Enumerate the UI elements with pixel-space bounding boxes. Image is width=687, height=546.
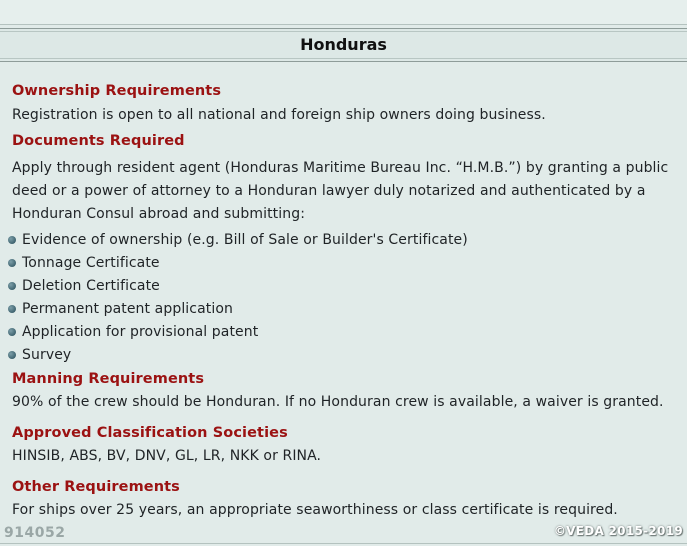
list-item-label: Survey (22, 347, 72, 363)
list-item (12, 252, 677, 275)
other-text: For ships over 25 years, an appropriate seaworthiness or class certificate is required. (12, 502, 618, 518)
ownership-heading: Ownership Requirements (12, 83, 222, 99)
documents-list (12, 229, 677, 367)
page-header (0, 28, 687, 62)
list-item (12, 321, 677, 344)
list-item-label: Application for provisional patent (22, 324, 259, 340)
list-item-label: Deletion Certificate (22, 278, 160, 294)
list-item-label: Tonnage Certificate (22, 255, 160, 271)
manning-heading: Manning Requirements (12, 371, 205, 387)
copyright-notice: ©VEDA 2015-2019 (553, 524, 683, 538)
record-id: 914052 (4, 525, 66, 541)
page-title: Honduras (0, 31, 687, 59)
bullet-dot-icon (8, 259, 16, 267)
documents-section (12, 129, 677, 367)
bottom-divider (0, 543, 687, 544)
bullet-dot-icon (8, 282, 16, 290)
list-item-label: Permanent patent application (22, 301, 233, 317)
documents-heading: Documents Required (12, 133, 185, 149)
bullet-dot-icon (8, 328, 16, 336)
bullet-dot-icon (8, 236, 16, 244)
bullet-dot-icon (8, 351, 16, 359)
documents-text: Apply through resident agent (Honduras Maritime Bureau Inc. “H.M.B.”) by granting a public deed or a power of attorney to a Honduran lawyer duly notarized and authenticated by a Honduran Consul abroad and submitting: (12, 160, 669, 222)
ownership-section (12, 78, 677, 127)
top-strip (0, 0, 687, 25)
ownership-text: Registration is open to all national and foreign ship owners doing business. (12, 107, 546, 123)
classification-heading: Approved Classification Societies (12, 425, 288, 441)
list-item-label: Evidence of ownership (e.g. Bill of Sale or Builder's Certificate) (22, 232, 468, 248)
manning-text: 90% of the crew should be Honduran. If no Honduran crew is available, a waiver is granted. (12, 394, 664, 410)
manning-section (12, 367, 677, 414)
main-content (12, 78, 677, 522)
other-heading: Other Requirements (12, 479, 180, 495)
classification-section (12, 421, 677, 468)
bullet-dot-icon (8, 305, 16, 313)
list-item (12, 298, 677, 321)
list-item (12, 344, 677, 367)
list-item (12, 275, 677, 298)
other-section (12, 475, 677, 522)
list-item (12, 229, 677, 252)
classification-text: HINSIB, ABS, BV, DNV, GL, LR, NKK or RINA. (12, 448, 322, 464)
